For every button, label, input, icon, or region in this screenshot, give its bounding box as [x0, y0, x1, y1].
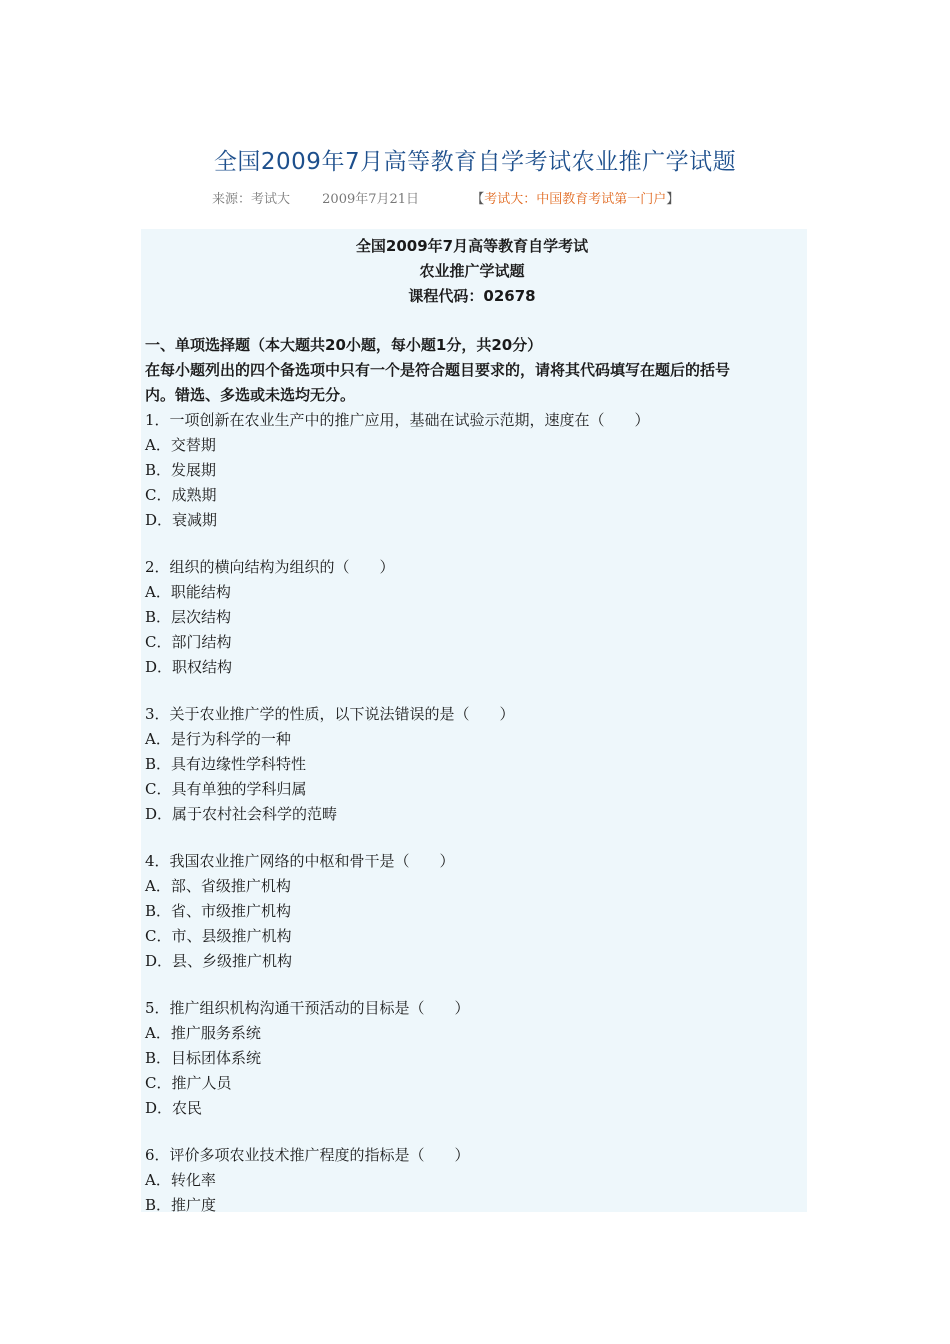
answer-option: A．交替期 [145, 436, 216, 454]
answer-option: B．层次结构 [145, 608, 232, 626]
answer-option: C．推广人员 [145, 1074, 232, 1092]
question-stem: 2．组织的横向结构为组织的（ ） [145, 558, 395, 576]
question-block [145, 849, 799, 974]
promo-link[interactable]: 【考试大：中国教育考试第一门户】 [471, 188, 679, 207]
answer-option: B．省、市级推广机构 [145, 902, 292, 920]
answer-option: D．农民 [145, 1099, 203, 1117]
article-meta [212, 188, 679, 207]
answer-option: D．衰减期 [145, 511, 218, 529]
answer-option: C．成熟期 [145, 486, 217, 504]
answer-option: A．推广服务系统 [145, 1024, 261, 1042]
answer-option: A．部、省级推广机构 [145, 877, 291, 895]
question-stem: 6．评价多项农业技术推广程度的指标是（ ） [145, 1146, 470, 1164]
exam-header-line: 全国2009年7月高等教育自学考试 [355, 237, 589, 255]
exam-content-panel [141, 229, 807, 1212]
answer-option: D．县、乡级推广机构 [145, 952, 293, 970]
answer-option: B．发展期 [145, 461, 217, 479]
question-stem: 1．一项创新在农业生产中的推广应用，基础在试验示范期，速度在（ ） [145, 411, 650, 429]
answer-option: A．转化率 [145, 1171, 216, 1189]
answer-option: C．部门结构 [145, 633, 232, 651]
answer-option: D．属于农村社会科学的范畴 [145, 805, 338, 823]
page-title: 全国2009年7月高等教育自学考试农业推广学试题 [213, 149, 737, 175]
question-block [145, 408, 799, 533]
answer-option: C．具有单独的学科归属 [145, 780, 307, 798]
section-title: 一、单项选择题（本大题共20小题，每小题1分，共20分） [145, 336, 543, 354]
promo-text[interactable]: 考试大：中国教育考试第一门户 [484, 192, 667, 207]
question-block [145, 996, 799, 1121]
question-block [145, 702, 799, 827]
answer-option: A．是行为科学的一种 [145, 730, 291, 748]
answer-option: B．推广度 [145, 1196, 217, 1212]
question-block [145, 1143, 799, 1212]
publish-date: 2009年7月21日 [322, 192, 420, 207]
answer-option: B．具有边缘性学科特性 [145, 755, 307, 773]
answer-option: B．目标团体系统 [145, 1049, 262, 1067]
source-label: 来源：考试大 [212, 192, 291, 207]
course-code: 课程代码：02678 [408, 287, 536, 305]
answer-option: D．职权结构 [145, 658, 233, 676]
exam-subject-title: 农业推广学试题 [419, 262, 525, 280]
question-stem: 3．关于农业推广学的性质，以下说法错误的是（ ） [145, 705, 515, 723]
instructions-line: 在每小题列出的四个备选项中只有一个是符合题目要求的，请将其代码填写在题后的括号 [145, 361, 731, 379]
question-stem: 4．我国农业推广网络的中枢和骨干是（ ） [145, 852, 455, 870]
question-stem: 5．推广组织机构沟通干预活动的目标是（ ） [145, 999, 470, 1017]
question-block [145, 555, 799, 680]
answer-option: A．职能结构 [145, 583, 231, 601]
answer-option: C．市、县级推广机构 [145, 927, 292, 945]
instructions-line: 内。错选、多选或未选均无分。 [145, 386, 356, 404]
